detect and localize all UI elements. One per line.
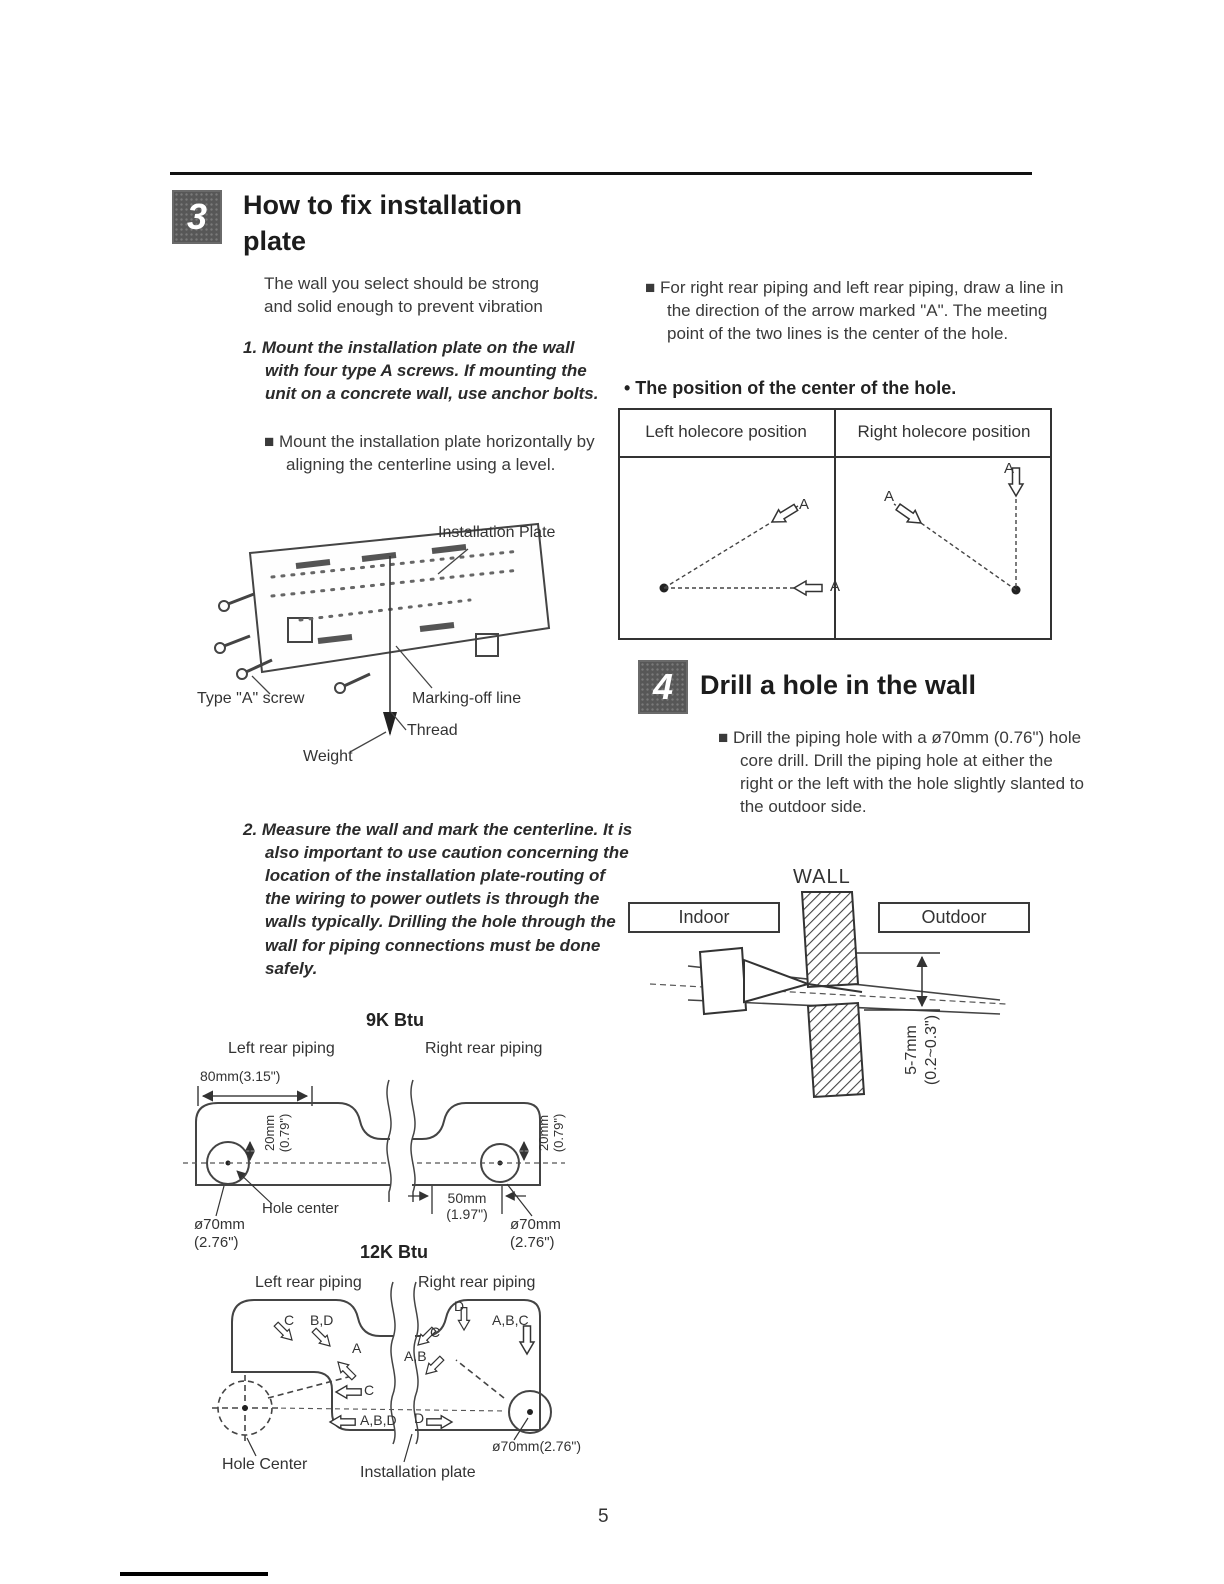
section-3-title-line2: plate: [243, 225, 307, 256]
arrow-label-abc: A,B,C: [492, 1312, 529, 1328]
outdoor-box: [878, 902, 1030, 933]
btu9-dim-80mm: 80mm(3.15"): [200, 1068, 281, 1084]
holecore-right-header: Right holecore position: [857, 422, 1031, 441]
section-4-icon: [638, 660, 688, 714]
arrow-label-mid-c: C: [430, 1324, 441, 1340]
type-a-screw-label: Type "A" screw: [197, 690, 305, 707]
wall-label: WALL: [793, 866, 851, 888]
btu12-dia-label: ø70mm(2.76"): [492, 1438, 581, 1454]
arrow-label-ab: A,B: [404, 1348, 427, 1364]
page-number: 5: [598, 1506, 609, 1527]
section-3-title-line1: How to fix installation: [243, 190, 523, 220]
thread-label: Thread: [407, 722, 458, 739]
right-rear-piping-bullet: ■ For right rear piping and left rear piping, draw a line in the direction of the arrow marked "A". The meeting point of the two lines is the center of the hole.: [645, 278, 1064, 344]
section-4-title: Drill a hole in the wall: [700, 670, 977, 700]
wall-depth-dimension: [902, 1002, 942, 1098]
arrow-a-label-2: A: [830, 578, 841, 595]
btu9-dia-left-label: [194, 1216, 245, 1252]
btu9-dim-20mm-right: [537, 1107, 567, 1159]
dia-inches: (2.76"): [510, 1234, 555, 1251]
indoor-label: Indoor: [678, 907, 730, 927]
arrow-label-tl-c: C: [284, 1312, 295, 1328]
btu12-hole-center-label: Hole Center: [222, 1456, 308, 1473]
btu9-dim-20mm-left: [263, 1107, 293, 1159]
dim-20mm-inches: (0.79"): [277, 1113, 292, 1153]
section-3-icon: [172, 190, 222, 244]
section-4-number: 4: [652, 666, 674, 707]
dim-20mm-value: 20mm: [262, 1114, 278, 1151]
btu9-right-piping-label: Right rear piping: [425, 1040, 543, 1057]
btu9-dia-right-label: [510, 1216, 561, 1252]
drill-bullet: ■ Drill the piping hole with a ø70mm (0.76") hole core drill. Drill the piping hole at either the right or the left with the hole slightly slanted to the outdoor side.: [718, 728, 1084, 817]
btu9-left-piping-label: Left rear piping: [228, 1040, 335, 1057]
wall-depth-inches: (0.2~0.3"): [923, 1014, 940, 1086]
arrow-label-abd: A,B,D: [360, 1412, 397, 1428]
arrow-label-a: A: [352, 1340, 362, 1356]
arrow-label-left-c: C: [364, 1382, 375, 1398]
dim-20mm-value: 20mm: [536, 1114, 552, 1151]
arrow-a-label-3: A: [884, 488, 895, 505]
dia-value: ø70mm: [510, 1216, 561, 1233]
arrow-label-tl-bd: B,D: [310, 1312, 334, 1328]
btu12-left-piping-label: Left rear piping: [255, 1274, 362, 1291]
dim-50mm-value: 50mm: [447, 1190, 487, 1206]
btu9-title: 9K Btu: [366, 1010, 424, 1030]
installation-plate-label: Installation Plate: [438, 524, 556, 541]
btu12-right-piping-label: Right rear piping: [418, 1274, 536, 1291]
section-3-title: [243, 188, 522, 259]
btu9-dim-50mm: [432, 1190, 502, 1222]
holecore-table-hdivider: [620, 456, 1050, 458]
weight-label: Weight: [303, 748, 353, 765]
footer-mark: [120, 1572, 268, 1576]
holecore-left-header: Left holecore position: [645, 422, 807, 441]
wall-depth-mm: 5-7mm: [903, 1025, 920, 1075]
btu9-hole-center-label: Hole center: [262, 1200, 339, 1217]
step-1-bullet: ■ Mount the installation plate horizontally by aligning the centerline using a level.: [264, 432, 595, 475]
holecore-table-vdivider: [834, 410, 836, 638]
dia-inches: (2.76"): [194, 1234, 239, 1251]
intro-paragraph: The wall you select should be strong and solid enough to prevent vibration: [264, 274, 543, 317]
dia-value: ø70mm: [194, 1216, 245, 1233]
position-heading: • The position of the center of the hole.: [624, 378, 957, 398]
dim-20mm-inches: (0.79"): [551, 1113, 566, 1153]
outdoor-label: Outdoor: [921, 907, 987, 927]
dim-50mm-inches: (1.97"): [446, 1206, 488, 1223]
indoor-box: [628, 902, 780, 933]
arrow-a-label-1: A: [799, 496, 810, 513]
section-3-number: 3: [186, 196, 208, 237]
arrow-label-top-d: D: [454, 1298, 465, 1314]
arrow-label-bot-d: D: [414, 1410, 425, 1426]
step-1-paragraph: 1. Mount the installation plate on the wall with four type A screws. If mounting the unit on a concrete wall, use anchor bolts.: [243, 338, 599, 404]
btu12-title: 12K Btu: [360, 1242, 429, 1262]
arrow-a-label-4: A: [1004, 460, 1015, 477]
btu12-installation-plate-label: Installation plate: [360, 1464, 476, 1481]
marking-off-line-label: Marking-off line: [412, 690, 522, 707]
step-2-paragraph: 2. Measure the wall and mark the centerline. It is also important to use caution concerning the location of the installation plate-routing of the wiring to power outlets is through the walls typically. Drilling the hole through the wall for piping connections must be done safely.: [243, 820, 633, 978]
